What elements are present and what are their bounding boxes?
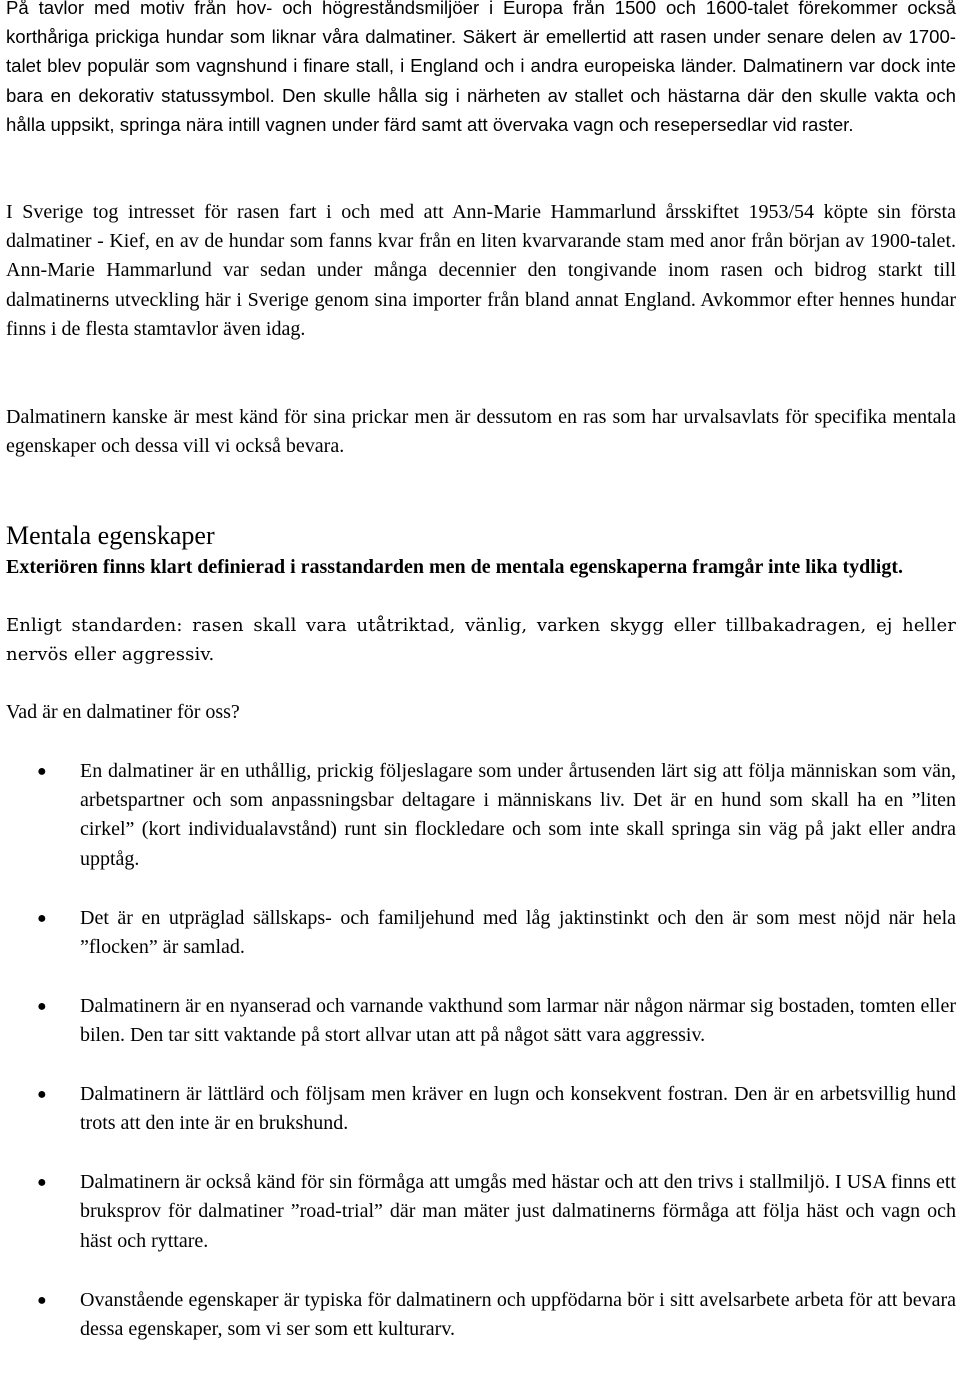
section-heading: Mentala egenskaper <box>6 521 215 550</box>
list-item-text: En dalmatiner är en uthållig, prickig följeslagare som under årtusenden lärt sig att följa människan som vän, arbetspartner och som anpassningsbar deltagare i människans liv. Det är en hund som skall ha en ”liten cirkel” (kort individualavstånd) runt sin flockledare och som inte skall springa sin väg på jakt eller andra upptåg. <box>80 760 956 870</box>
question-line: Vad är en dalmatiner för oss? <box>6 701 240 723</box>
list-item-text: Dalmatinern är också känd för sin förmåga att umgås med hästar och att den trivs i stallmiljö. I USA finns ett bruksprov för dalmatiner ”road-trial” där man mäter just dalmatinerns förmåga att följa häst och vagn och häst och ryttare. <box>80 1171 956 1252</box>
known-for-paragraph: Dalmatinern kanske är mest känd för sina prickar men är dessutom en ras som har urvalsavlats för specifika mentala egenskaper och dessa vill vi också bevara. <box>6 406 956 458</box>
list-item <box>6 1286 956 1344</box>
list-item <box>6 757 956 874</box>
characteristics-list <box>6 757 956 1344</box>
section-subheading: Exteriören finns klart definierad i rasstandarden men de mentala egenskaperna framgår inte lika tydligt. <box>6 556 904 578</box>
bullet-icon: ● <box>37 1086 47 1104</box>
list-item <box>6 904 956 962</box>
list-item-text: Dalmatinern är lättlärd och följsam men kräver en lugn och konsekvent fostran. Den är en arbetsvillig hund trots att den inte är en brukshund. <box>80 1083 956 1135</box>
sweden-paragraph-part2: Ann-Marie Hammarlund var sedan under många decennier den tongivande inom rasen och bidrog starkt till dalmatinerns utveckling här i Sverige genom sina importer från bland annat England. Avkommor efter hennes hundar finns i de flesta stamtavlor även idag. <box>6 259 956 340</box>
list-item-text: Ovanstående egenskaper är typiska för dalmatinern och uppfödarna bör i sitt avelsarbete arbeta för att bevara dessa egenskaper, som vi ser som ett kulturarv. <box>80 1288 956 1340</box>
bullet-icon: ● <box>37 1291 47 1309</box>
bullet-icon: ● <box>37 997 47 1015</box>
list-item <box>6 1168 956 1256</box>
list-item <box>6 992 956 1050</box>
sweden-paragraph <box>6 198 956 344</box>
list-item-text: Dalmatinern är en nyanserad och varnande vakthund som larmar när någon närmar sig bostaden, tomten eller bilen. Den tar sitt vaktande på stort allvar utan att på något sätt vara aggressiv. <box>80 994 956 1047</box>
standard-description: Enligt standarden: rasen skall vara utåtriktad, vänlig, varken skygg eller tillbakadragen, ej heller nervös eller aggressiv. <box>6 615 956 665</box>
intro-paragraph: På tavlor med motiv från hov- och högreståndsmiljöer i Europa från 1500 och 1600-talet förekommer också korthåriga prickiga hundar som liknar våra dalmatiner. Säkert är emellertid att rasen under senare delen av 1700-talet blev populär som vagnshund i finare stall, i England och i andra europeiska länder. Dalmatinern var dock inte bara en dekorativ statussymbol. Den skulle hålla sig i närheten av stallet och hästarna där den skulle vakta och hålla uppsikt, springa nära intill vagnen under färd samt att övervaka vagn och resepersedlar vid raster. <box>6 0 956 135</box>
bullet-icon: ● <box>37 909 47 927</box>
bullet-icon: ● <box>37 763 47 780</box>
bullet-icon: ● <box>37 1174 47 1192</box>
list-item <box>6 1080 956 1138</box>
sweden-paragraph-part1: I Sverige tog intresset för rasen fart i och med att Ann-Marie Hammarlund årsskiftet 1953/54 köpte sin första dalmatiner - Kief, en av de hundar som fanns kvar från en liten kvarvarande stam med anor från början av 1900-talet. <box>6 201 956 253</box>
list-item-text: Det är en utpräglad sällskaps- och familjehund med låg jaktinstinkt och den är som mest nöjd när hela ”flocken” är samlad. <box>80 906 956 958</box>
